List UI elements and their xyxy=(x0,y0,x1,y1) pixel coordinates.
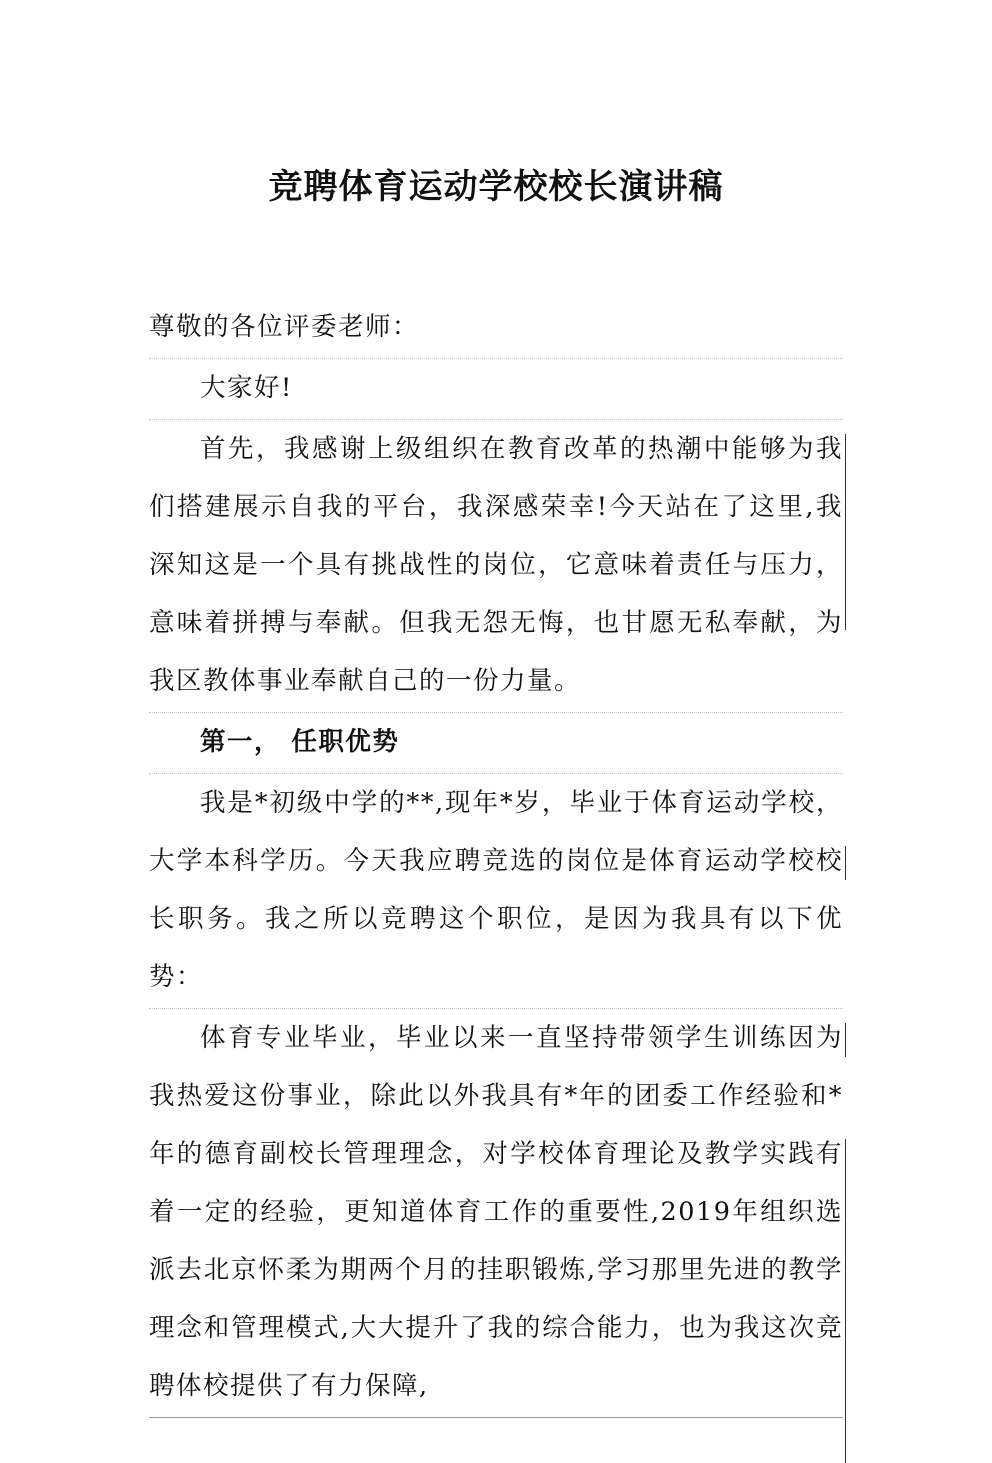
paragraph-background-text: 我是*初级中学的**,现年*岁，毕业于体育运动学校，大学本科学历。今天我应聘竞选的岗位是体育运动学校校长职务。我之所以竞聘这个职位，是因为我具有以下优势： xyxy=(149,788,843,992)
document-title: 竞聘体育运动学校校长演讲稿 xyxy=(268,167,724,207)
margin-rule xyxy=(845,846,846,880)
margin-rule xyxy=(845,434,846,630)
paragraph-intro xyxy=(149,420,843,713)
document-body xyxy=(149,298,843,1418)
greeting: 大家好! xyxy=(149,359,843,420)
paragraph-experience-text: 体育专业毕业，毕业以来一直坚持带领学生训练因为我热爱这份事业，除此以外我具有*年的团委工作经验和*年的德育副校长管理理念，对学校体育理论及教学实践有着一定的经验，更知道体育工作的重要性,2019年组织选派去北京怀柔为期两个月的挂职锻炼,学习那里先进的教学理念和管理模式,大大提升了我的综合能力，也为我这次竞聘体校提供了有力保障, xyxy=(149,1023,843,1401)
salutation: 尊敬的各位评委老师： xyxy=(149,298,843,359)
section-heading: 第一， 任职优势 xyxy=(149,713,843,774)
margin-rule xyxy=(845,1023,846,1057)
paragraph-background xyxy=(149,774,843,1009)
margin-rule xyxy=(845,1139,846,1463)
paragraph-experience xyxy=(149,1009,843,1418)
paragraph-intro-text: 首先，我感谢上级组织在教育改革的热潮中能够为我们搭建展示自我的平台，我深感荣幸!今天站在了这里,我深知这是一个具有挑战性的岗位，它意味着责任与压力，意味着拼搏与奉献。但我无怨无悔，也甘愿无私奉献，为我区教体事业奉献自己的一份力量。 xyxy=(149,434,843,696)
